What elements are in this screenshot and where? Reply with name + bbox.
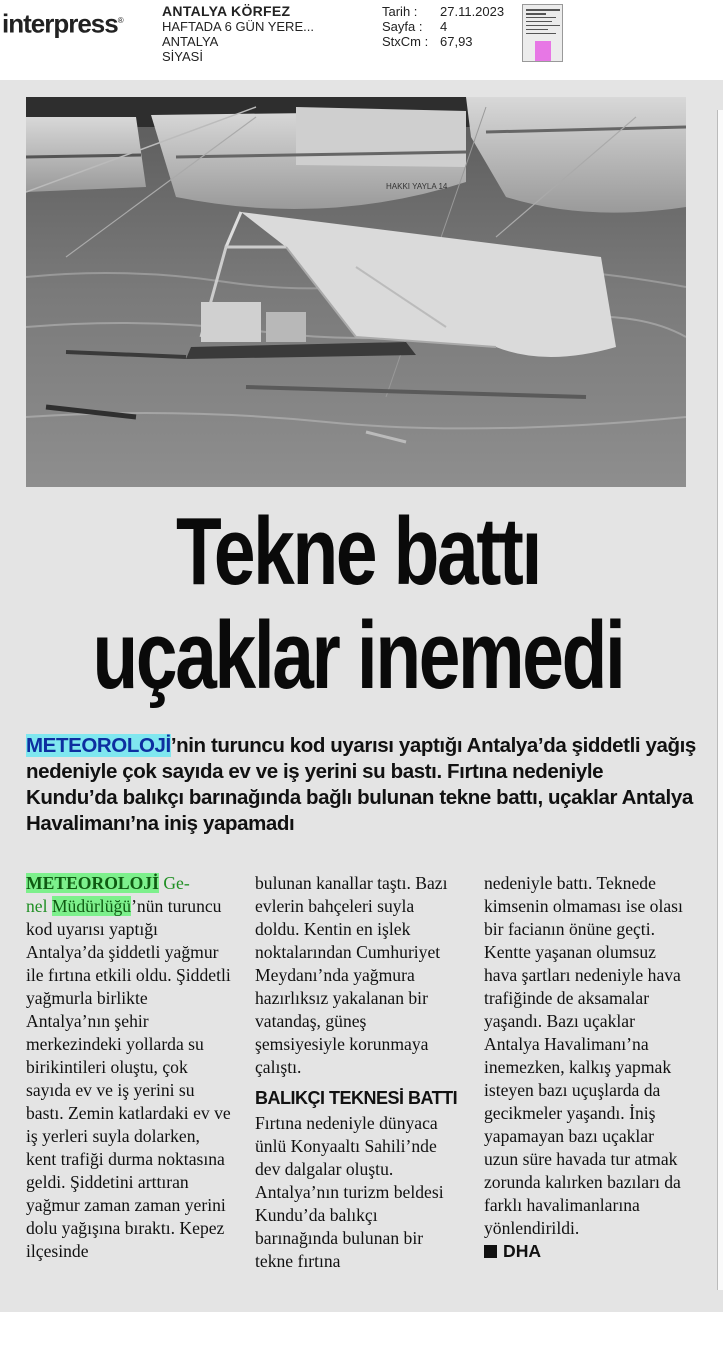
body-column-2 xyxy=(255,872,460,1273)
article-location-marker xyxy=(535,41,551,62)
byline-square-icon xyxy=(484,1245,497,1258)
publication-info xyxy=(162,4,362,64)
stxcm-value: 67,93 xyxy=(440,34,473,49)
article-subhead: BALIKÇI TEKNESİ BATTI xyxy=(255,1088,458,1108)
publication-category: SİYASİ xyxy=(162,49,203,64)
body-column-3 xyxy=(484,872,689,1263)
news-photo-sunken-boat xyxy=(26,97,686,487)
publication-frequency: HAFTADA 6 GÜN YERE... xyxy=(162,19,314,34)
date-value: 27.11.2023 xyxy=(440,4,505,19)
clipping-edge xyxy=(717,110,723,1290)
article-lead xyxy=(26,733,696,837)
body-keyword-ge: Ge- xyxy=(158,873,190,893)
date-label: Tarih : xyxy=(382,4,418,19)
lead-text: ’nin turuncu kod uyarısı yaptığı Antalya’da şiddetli yağış nedeniyle çok sayıda ev ve iş yerini su bastı. Fırtına nedeniyle Kundu’da balıkçı barınağında bağlı bulunan tekne battı, uçaklar Antalya Havalimanı’na iniş yapamadı xyxy=(26,734,696,835)
stxcm-label: StxCm : xyxy=(382,34,429,49)
page-row xyxy=(382,19,504,34)
publication-city: ANTALYA xyxy=(162,34,219,49)
body-keyword-nel: nel xyxy=(26,896,48,916)
body-keyword-highlight: METEOROLOJİ xyxy=(26,873,159,893)
lead-keyword-highlight: METEOROLOJİ xyxy=(26,734,171,757)
headline-line-1: Tekne battı xyxy=(176,498,540,605)
interpress-logo: interpress® xyxy=(2,8,123,39)
body-column-1 xyxy=(26,872,231,1263)
publication-name: ANTALYA KÖRFEZ xyxy=(162,3,291,19)
clipping-meta xyxy=(382,4,504,49)
stxcm-row xyxy=(382,34,504,49)
byline-text: DHA xyxy=(503,1241,542,1261)
body-text-col1: ’nün turuncu kod uyarısı yaptığı Antalya’da şiddetli yağmur ile fırtına etkili oldu. Şiddetli yağmurla birlikte Antalya’nın şehir merkezindeki yollarda su birikintileri oluştu, çok sayıda ev ve iş yerini su bastı. Zemin katlardaki ev ve iş yerleri suyla dolarken, kent trafiği durma noktasına geldi. Şiddetini arttıran yağmur zaman zaman yerini dolu yağışına bıraktı. Kepez ilçesinde xyxy=(26,896,231,1261)
clipping-header xyxy=(0,0,723,80)
page-thumbnail[interactable] xyxy=(522,4,563,62)
body-text-col2: bulunan kanallar taştı. Bazı evlerin bahçeleri suyla doldu. Kentin en işlek noktalarından Cumhuriyet Meydanı’nda yağmura hazırlıksız yakalanan bir vatandaş, güneş şemsiyesiyle korunmaya çalıştı. xyxy=(255,873,448,1077)
page-label: Sayfa : xyxy=(382,19,423,34)
article-byline xyxy=(484,1240,689,1263)
body-keyword-highlight-2: Müdürlüğü xyxy=(51,896,132,916)
body-text-col2-cont: Fırtına nedeniyle dünyaca ünlü Konyaaltı Sahili’nde dev dalgalar oluştu. Antalya’nın turizm beldesi Kundu’da balıkçı barınağında bulunan bir tekne fırtına xyxy=(255,1113,444,1271)
boat-name-text: HAKKI YAYLA 14 xyxy=(386,182,448,191)
article-headline xyxy=(0,500,716,708)
date-row xyxy=(382,4,504,19)
page-value: 4 xyxy=(440,19,448,34)
headline-line-2: uçaklar inemedi xyxy=(92,602,624,709)
body-text-col3: nedeniyle battı. Teknede kimsenin olmaması ise olası bir facianın önüne geçti. Kentte yaşanan olumsuz hava şartları nedeniyle hava trafiğinde de aksamalar yaşandı. Bazı uçaklar Antalya Havalimanı’na inemezken, kalkış yapmak isteyen bazı uçuşlarda da gecikmeler yaşandı. İniş yapamayan bazı uçaklar uzun süre havada tur atmak zorunda kalırken bazıları da farklı havalimanlarına yönlendirildi. xyxy=(484,873,683,1238)
